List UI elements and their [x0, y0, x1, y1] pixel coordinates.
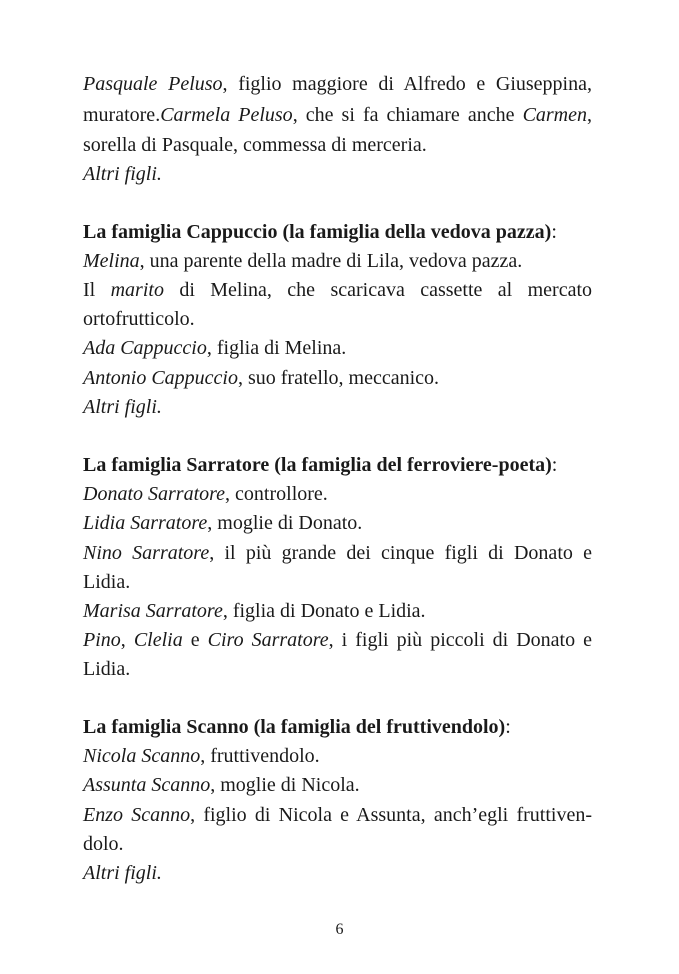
- text-line: [83, 364, 592, 393]
- character-description: e: [182, 629, 208, 651]
- punctuation: :: [505, 716, 511, 738]
- family-heading-text: La famiglia Sarratore (la famiglia del ferroviere-poeta): [83, 454, 552, 476]
- text-line: [83, 101, 592, 130]
- character-description: muratore.: [83, 104, 161, 126]
- character-description: , i figli più piccoli di Donato e: [328, 629, 593, 651]
- character-name: Altri figli.: [83, 163, 162, 185]
- character-description: , suo fratello, meccanico.: [237, 367, 440, 389]
- character-name: Nicola Scanno: [83, 745, 201, 767]
- punctuation: ,: [120, 629, 134, 651]
- text-line: [83, 539, 592, 568]
- character-name: marito: [110, 279, 164, 301]
- text-line: [83, 859, 592, 888]
- punctuation: :: [551, 221, 557, 243]
- character-description: , che si fa chiamare anche: [292, 104, 523, 126]
- character-description: , moglie di Donato.: [207, 512, 363, 534]
- text-line: [83, 276, 592, 305]
- text-line: ortofrutticolo.: [83, 308, 195, 330]
- character-description: Il: [83, 279, 111, 301]
- character-name: Enzo Scanno: [83, 804, 191, 826]
- page-number: 6: [335, 921, 344, 938]
- text-line: [83, 771, 592, 800]
- text-line: [83, 334, 592, 363]
- character-name: Altri figli.: [83, 396, 162, 418]
- character-name: Ada Cappuccio: [83, 337, 207, 359]
- character-name: Nino Sarratore: [83, 542, 210, 564]
- character-description: , figlia di Melina.: [206, 337, 347, 359]
- text-line: [83, 247, 592, 276]
- text-line: [83, 509, 592, 538]
- family-heading: [83, 218, 592, 247]
- character-name: Carmela Peluso: [160, 104, 293, 126]
- text-line: [83, 626, 592, 655]
- character-name: Altri figli.: [83, 862, 162, 884]
- character-name: Carmen: [522, 104, 588, 126]
- text-line: [83, 480, 592, 509]
- text-line: [83, 742, 592, 771]
- character-name: Antonio Cappuccio: [83, 367, 238, 389]
- character-name: Clelia: [133, 629, 183, 651]
- character-name: Melina: [83, 250, 140, 272]
- character-description: , una parente della madre di Lila, vedova pazza.: [139, 250, 523, 272]
- text-line: sorella di Pasquale, commessa di merceria.: [83, 134, 427, 156]
- character-name: Pino: [83, 629, 121, 651]
- character-description: , moglie di Nicola.: [210, 774, 360, 796]
- family-heading: [83, 713, 592, 742]
- character-name: Donato Sarratore: [83, 483, 226, 505]
- text-line: [83, 801, 592, 830]
- text-line: dolo.: [83, 833, 124, 855]
- family-heading-text: La famiglia Scanno (la famiglia del fruttivendolo): [83, 716, 506, 738]
- punctuation: :: [551, 454, 558, 476]
- character-name: Lidia Sarratore: [83, 512, 208, 534]
- family-heading-text: La famiglia Cappuccio (la famiglia della vedova pazza): [83, 221, 552, 243]
- character-name: Marisa Sarratore: [83, 600, 223, 622]
- text-line: [83, 597, 592, 626]
- text-line: [83, 393, 592, 422]
- text-line: Lidia.: [83, 658, 131, 680]
- character-description: , figlio di Nicola e Assunta, anch’egli fruttiven-: [190, 804, 592, 826]
- character-name: Pasquale Peluso: [83, 73, 223, 95]
- text-line: [83, 70, 592, 99]
- punctuation: ,: [587, 104, 593, 126]
- character-name: Assunta Scanno: [83, 774, 211, 796]
- text-line: [83, 160, 592, 189]
- character-description: , figlio maggiore di Alfredo e Giuseppina,: [222, 73, 592, 95]
- text-line: Lidia.: [83, 571, 131, 593]
- character-description: , il più grande dei cinque figli di Donato e: [209, 542, 593, 564]
- character-description: di Melina, che scaricava cassette al mercato: [163, 279, 593, 301]
- family-heading: [83, 451, 592, 480]
- character-description: , figlia di Donato e Lidia.: [222, 600, 426, 622]
- character-name: Ciro Sarratore: [207, 629, 329, 651]
- character-description: , controllore.: [225, 483, 328, 505]
- character-description: , fruttivendolo.: [200, 745, 320, 767]
